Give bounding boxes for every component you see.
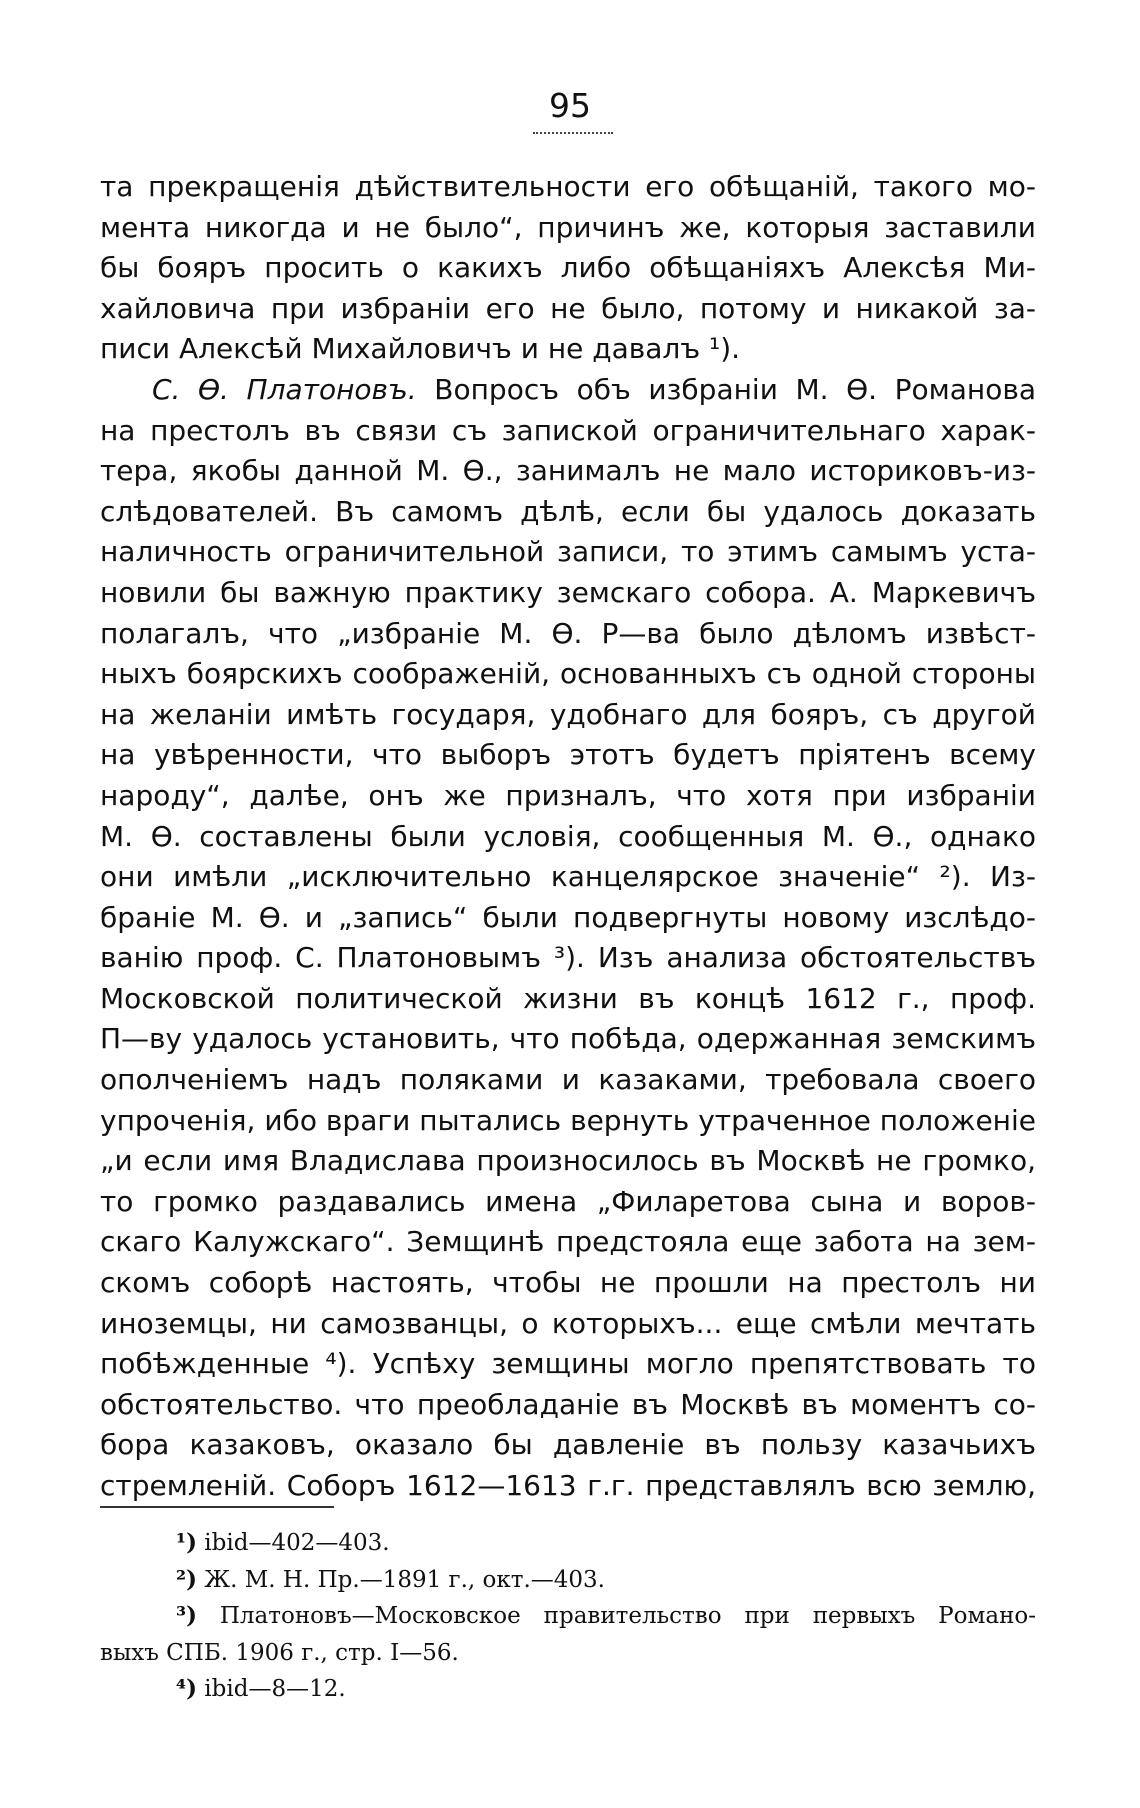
text-line: на престолъ въ связи съ запиской ограничительнаго харак- xyxy=(100,413,1036,447)
text-line: скомъ соборѣ настоять, чтобы не прошли на престолъ ни xyxy=(100,1266,1036,1300)
footnote-mark: ²) xyxy=(176,1565,197,1593)
text-line xyxy=(100,370,1036,411)
footnote-3 xyxy=(100,1598,1036,1635)
footnote-1 xyxy=(100,1525,1036,1562)
text-line: на желаніи имѣть государя, удобнаго для бояръ, съ другой xyxy=(100,697,1036,731)
text-line: писи Алексѣй Михайловичъ и не давалъ ¹). xyxy=(100,332,741,366)
text-line: „и если имя Владислава произносилось въ Москвѣ не громко, xyxy=(100,1144,1036,1178)
text-line: скаго Калужскаго“. Земщинѣ предстояла еще забота на зем- xyxy=(100,1225,1036,1259)
page-number: 95 xyxy=(549,86,591,125)
text-line: иноземцы, ни самозванцы, о которыхъ... еще смѣли мечтать xyxy=(100,1306,1036,1340)
text-line: полагалъ, что „избраніе М. Ѳ. Р—ва было дѣломъ извѣст- xyxy=(100,616,1036,650)
footnote-separator xyxy=(100,1506,334,1508)
text-line: мента никогда и не было“, причинъ же, которыя заставили xyxy=(100,210,1036,244)
text-line: М. Ѳ. составлены были условія, сообщенныя М. Ѳ., однако xyxy=(100,819,1036,853)
text-line: хайловича при избраніи его не было, потому и никакой за- xyxy=(100,291,1036,325)
footnote-mark: ⁴) xyxy=(176,1675,197,1702)
footnote-text: ibid—402—403. xyxy=(204,1530,390,1556)
footnote-mark: ¹) xyxy=(176,1529,197,1556)
text-line: бы бояръ просить о какихъ либо обѣщаніяхъ Алексѣя Ми- xyxy=(100,251,1036,285)
footnote-2 xyxy=(100,1562,1036,1599)
text-line: ополченіемъ надъ поляками и казаками, требовала своего xyxy=(100,1063,1036,1097)
text-span: Вопросъ объ избраніи М. Ѳ. Романова xyxy=(434,372,1036,406)
text-line: новили бы важную практику земскаго собора. А. Маркевичъ xyxy=(100,575,1036,609)
text-line: побѣжденные ⁴). Успѣху земщины могло препятствовать то xyxy=(100,1347,1036,1381)
text-line: П—ву удалось установить, что побѣда, одержанная земскимъ xyxy=(100,1022,1036,1056)
footnotes xyxy=(100,1525,1036,1708)
text-line: Московской политической жизни въ концѣ 1612 г., проф. xyxy=(100,981,1036,1015)
text-line: слѣдователей. Въ самомъ дѣлѣ, если бы удалось доказать xyxy=(100,494,1036,528)
text-line: они имѣли „исключительно канцелярское значеніе“ ²). Из- xyxy=(100,860,1036,894)
footnote-text: Ж. М. Н. Пр.—1891 г., окт.—403. xyxy=(204,1566,605,1593)
text-line: ныхъ боярскихъ соображеній, основанныхъ съ одной стороны xyxy=(100,657,1036,691)
footnote-4 xyxy=(100,1671,1036,1708)
text-line: упроченія, ибо враги пытались вернуть утраченное положеніе xyxy=(100,1103,1036,1137)
text-line: то громко раздавались имена „Филаретова сына и воров- xyxy=(100,1184,1036,1218)
text-line: обстоятельство. что преобладаніе въ Москвѣ въ моментъ со- xyxy=(100,1387,1036,1421)
author-name: С. Ѳ. Платоновъ. xyxy=(152,372,417,406)
text-line: браніе М. Ѳ. и „запись“ были подвергнуты новому изслѣдо- xyxy=(100,900,1036,934)
page-number-rule xyxy=(533,132,613,134)
footnote-text: Платоновъ—Московское правительство при первыхъ Романо- xyxy=(219,1603,1037,1629)
text-line: наличность ограничительной записи, то этимъ самымъ уста- xyxy=(100,535,1036,569)
text-line: народу“, далѣе, онъ же призналъ, что хотя при избраніи xyxy=(100,778,1036,812)
footnote-text: ibid—8—12. xyxy=(204,1676,346,1702)
text-line: стремленій. Соборъ 1612—1613 г.г. представлялъ всю землю, xyxy=(100,1469,1036,1502)
text-line: на увѣренности, что выборъ этотъ будетъ пріятенъ всему xyxy=(100,738,1036,772)
text-line: та прекращенія дѣйствительности его обѣщаній, такого мо- xyxy=(100,170,1036,203)
footnote-3-continued: выхъ СПБ. 1906 г., стр. I—56. xyxy=(100,1639,459,1666)
text-line: бора казаковъ, оказало бы давленіе въ пользу казачьихъ xyxy=(100,1428,1036,1462)
text-line: тера, якобы данной М. Ѳ., занималъ не мало историковъ-из- xyxy=(100,454,1036,488)
body-text xyxy=(100,167,1036,1547)
text-line: ванію проф. С. Платоновымъ ³). Изъ анализа обстоятельствъ xyxy=(100,941,1036,975)
footnote-mark: ³) xyxy=(176,1602,197,1629)
